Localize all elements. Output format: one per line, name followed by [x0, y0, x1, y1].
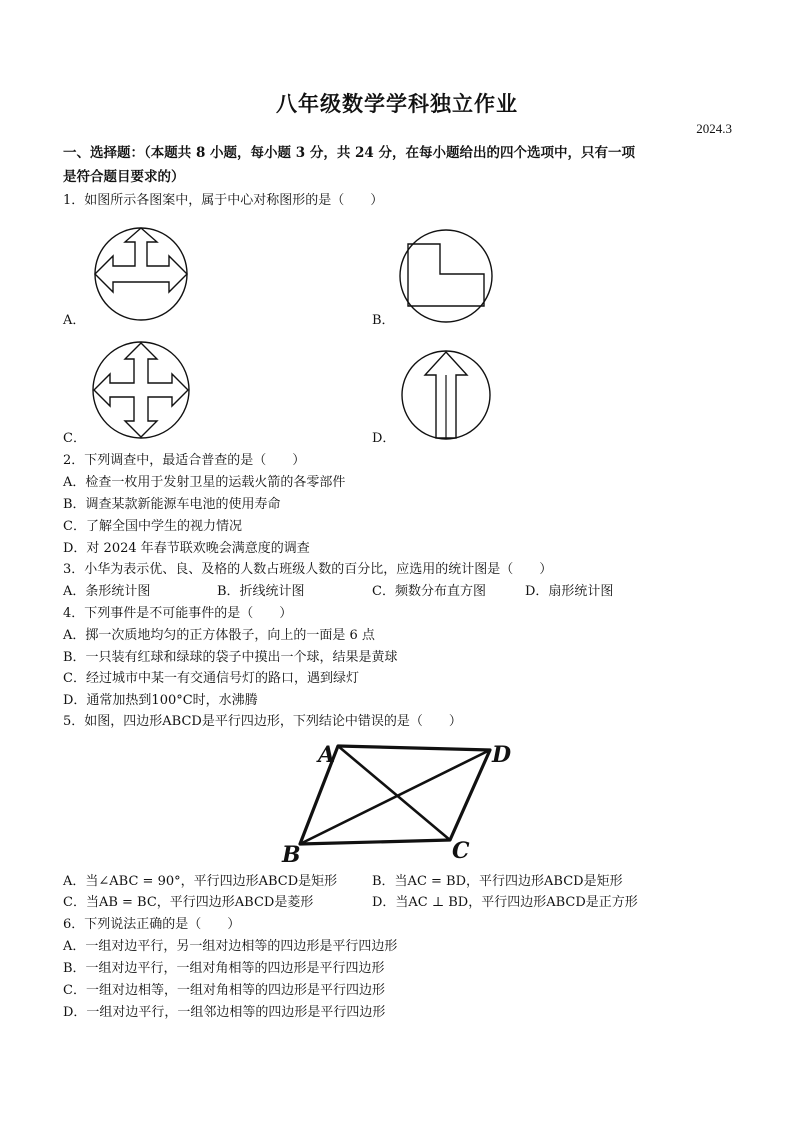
q1-label-b: B． — [372, 313, 395, 328]
q2-option-d: D．对 2024 年春节联欢晚会满意度的调查 — [63, 541, 310, 556]
q2-option-a: A．检查一枚用于发射卫星的运载火箭的各零部件 — [63, 475, 346, 490]
section-heading-line1: 一、选择题：（本题共 8 小题，每小题 3 分，共 24 分，在每小题给出的四个选项中，只有一项 — [63, 145, 636, 161]
q1-figure-a — [88, 224, 194, 324]
q3-option-d: D．扇形统计图 — [525, 584, 614, 599]
vertex-label-a: A — [318, 742, 336, 768]
q2-stem: 2．下列调查中，最适合普查的是（ ） — [63, 453, 306, 468]
q6-option-c: C．一组对边相等，一组对角相等的四边形是平行四边形 — [63, 983, 385, 998]
q5-option-b: B．当AC = BD，平行四边形ABCD是矩形 — [372, 874, 623, 889]
q1-stem: 1．如图所示各图案中，属于中心对称图形的是（ ） — [63, 193, 384, 208]
vertex-label-b: B — [282, 842, 301, 866]
date-label: 2024.3 — [696, 121, 732, 136]
q4-option-c: C．经过城市中某一有交通信号灯的路口，遇到绿灯 — [63, 671, 359, 686]
q4-stem: 4．下列事件是不可能事件的是（ ） — [63, 606, 293, 621]
q1-figure-c — [88, 338, 194, 442]
q1-label-d: D． — [372, 431, 396, 446]
vertex-label-c: C — [452, 838, 470, 864]
q5-stem: 5．如图，四边形ABCD是平行四边形，下列结论中错误的是（ ） — [63, 714, 462, 729]
q4-option-a: A．掷一次质地均匀的正方体骰子，向上的一面是 6 点 — [63, 628, 375, 643]
q5-parallelogram-figure — [280, 736, 520, 866]
q5-option-a: A．当∠ABC = 90°，平行四边形ABCD是矩形 — [63, 874, 338, 889]
q1-label-c: C． — [63, 431, 86, 446]
q6-option-a: A．一组对边平行，另一组对边相等的四边形是平行四边形 — [63, 939, 398, 954]
q3-option-c: C．频数分布直方图 — [372, 584, 486, 599]
q2-option-b: B．调查某款新能源车电池的使用寿命 — [63, 497, 281, 512]
q4-option-d: D．通常加热到100°C时，水沸腾 — [63, 693, 258, 708]
vertex-label-d: D — [492, 742, 512, 768]
q6-stem: 6．下列说法正确的是（ ） — [63, 917, 241, 932]
q1-figure-d — [400, 348, 494, 442]
q2-option-c: C．了解全国中学生的视力情况 — [63, 519, 242, 534]
q3-option-b: B．折线统计图 — [217, 584, 305, 599]
q5-option-d: D．当AC ⊥ BD，平行四边形ABCD是正方形 — [372, 895, 638, 910]
q3-stem: 3．小华为表示优、良、及格的人数占班级人数的百分比，应选用的统计图是（ ） — [63, 562, 553, 577]
q5-option-c: C．当AB = BC，平行四边形ABCD是菱形 — [63, 895, 314, 910]
q3-option-a: A．条形统计图 — [63, 584, 151, 599]
page-title: 八年级数学学科独立作业 — [276, 92, 518, 116]
section-heading-line2: 是符合题目要求的） — [63, 169, 185, 185]
q4-option-b: B．一只装有红球和绿球的袋子中摸出一个球，结果是黄球 — [63, 650, 398, 665]
q1-label-a: A． — [63, 313, 86, 328]
q1-figure-b — [398, 226, 498, 326]
q6-option-b: B．一组对边平行，一组对角相等的四边形是平行四边形 — [63, 961, 385, 976]
q6-option-d: D．一组对边平行，一组邻边相等的四边形是平行四边形 — [63, 1005, 386, 1020]
